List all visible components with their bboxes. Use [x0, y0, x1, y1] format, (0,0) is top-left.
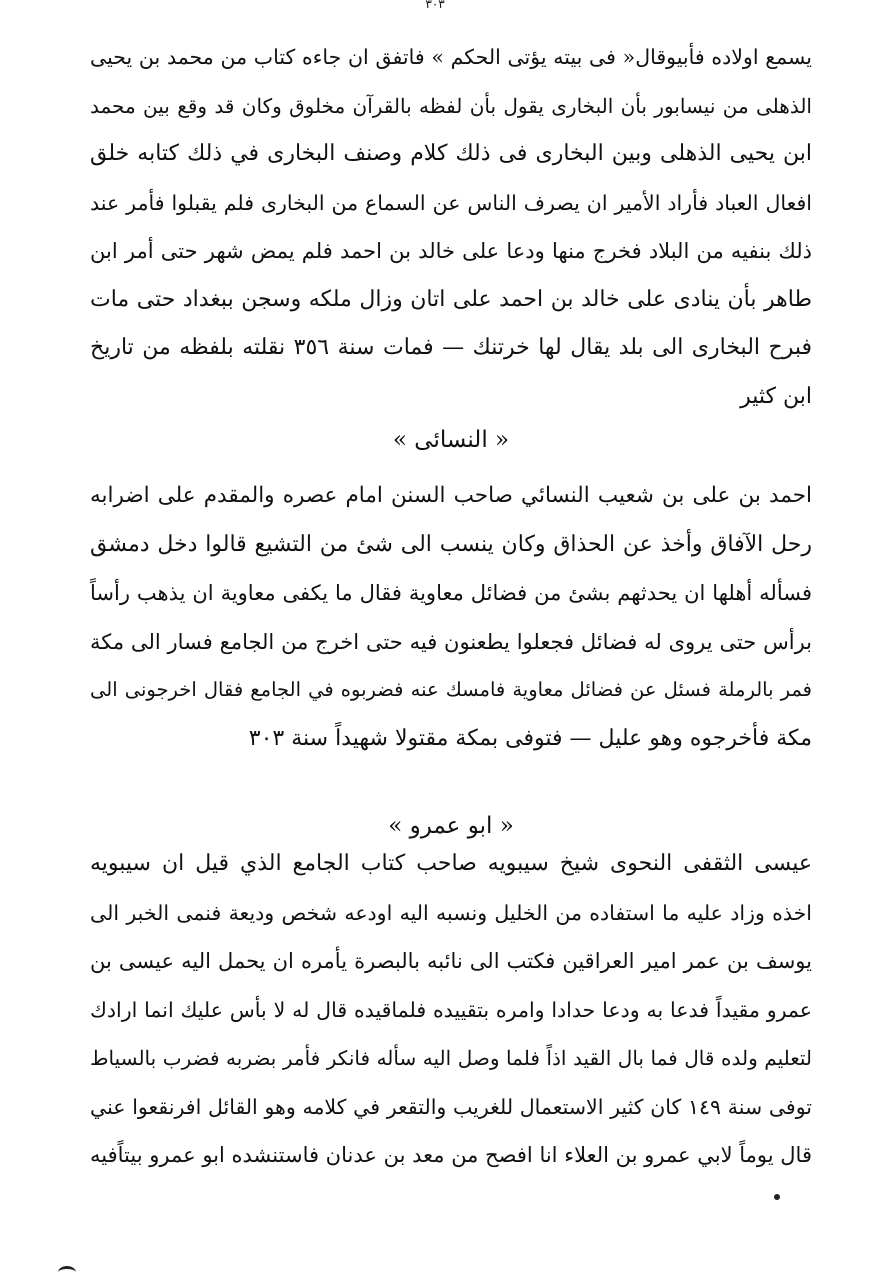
- text-line: الذهلى من نيسابور بأن البخارى يقول بأن لفظه بالقرآن مخلوق وكان قد وقع بين محمد: [90, 93, 812, 118]
- text-line: اخذه وزاد عليه ما استفاده من الخليل ونسبه اليه اودعه شخص وديعة فنمى الخبر الى: [90, 900, 812, 925]
- section-heading-nasai: « النسائى »: [392, 427, 510, 453]
- page-number: ٣٠٣: [425, 0, 445, 8]
- section-heading-abu-amr: « ابو عمرو »: [388, 813, 514, 839]
- ink-dot: [774, 1194, 780, 1200]
- text-line: فسأله أهلها ان يحدثهم بشئ من فضائل معاوية فقال ما يكفى معاوية ان يذهب رأساً: [90, 581, 812, 605]
- biography-abu-amr: [90, 840, 812, 1180]
- text-line: عمرو مقيداً فدعا به ودعا حدادا وامره بتقييده فلماقيده قال له لا بأس عليك انما ارادك: [90, 997, 812, 1022]
- text-line: مكة فأخرجوه وهو عليل — فتوفى بمكة مقتولا شهيداً سنة ٣٠٣: [248, 725, 812, 751]
- text-line: لتعليم ولده قال فما بال القيد اذاً فلما وصل اليه سأله فانكر فأمر بضربه فضرب بالسياط: [90, 1046, 812, 1070]
- text-line: برأس حتى يروى له فضائل فجعلوا يطعنون فيه حتى اخرج من الجامع فسار الى مكة: [90, 629, 812, 654]
- biography-nasai: [90, 472, 812, 763]
- text-line: فبرح البخارى الى بلد يقال لها خرتنك — فمات سنة ٣٥٦ نقلته بلفظه من تاريخ: [90, 335, 812, 360]
- text-line: ابن كثير: [740, 383, 812, 409]
- text-line: ابن يحيى الذهلى وبين البخارى فى ذلك كلام وصنف البخارى في ذلك كتابه خلق: [90, 141, 812, 166]
- biography-bukhari-continued: [90, 33, 812, 421]
- text-line: يوسف بن عمر امير العراقين فكتب الى نائبه بالبصرة يأمره ان يحمل اليه عيسى بن: [90, 949, 812, 973]
- text-line: يسمع اولاده فأبيوقال« فى بيته يؤتى الحكم » فاتفق ان جاءه كتاب من محمد بن يحيى: [90, 45, 812, 69]
- text-line: فمر بالرملة فسئل عن فضائل معاوية فامسك عنه فضربوه في الجامع فقال اخرجونى الى: [90, 678, 812, 701]
- text-line: رحل الآفاق وأخذ عن الحذاق وكان ينسب الى شئ من التشيع قالوا دخل دمشق: [90, 531, 812, 557]
- text-line: قال يوماً لابي عمرو بن العلاء انا افصح من معد بن عدنان فاستنشده ابو عمرو بيتاًفيه: [90, 1143, 812, 1167]
- text-line: عيسى الثقفى النحوى شيخ سيبويه صاحب كتاب الجامع الذي قيل ان سيبويه: [90, 851, 812, 876]
- text-line: طاهر بأن ينادى على خالد بن احمد على اتان وزال ملكه وسجن ببغداد حتى مات: [90, 286, 812, 312]
- text-line: افعال العباد فأراد الأمير ان يصرف الناس عن السماع من البخارى فلم يقبلوا فأمر عند: [90, 190, 812, 215]
- ink-mark: [58, 1266, 76, 1279]
- text-line: احمد بن على بن شعيب النسائي صاحب السنن امام عصره والمقدم على اضرابه: [90, 483, 812, 508]
- text-line: توفى سنة ١٤٩ كان كثير الاستعمال للغريب والتقعر في كلامه وهو القائل افرنقعوا عني: [90, 1094, 812, 1119]
- text-line: ذلك بنفيه من البلاد فخرج منها ودعا على خالد بن احمد فلم يمض شهر حتى أمر ابن: [90, 239, 812, 263]
